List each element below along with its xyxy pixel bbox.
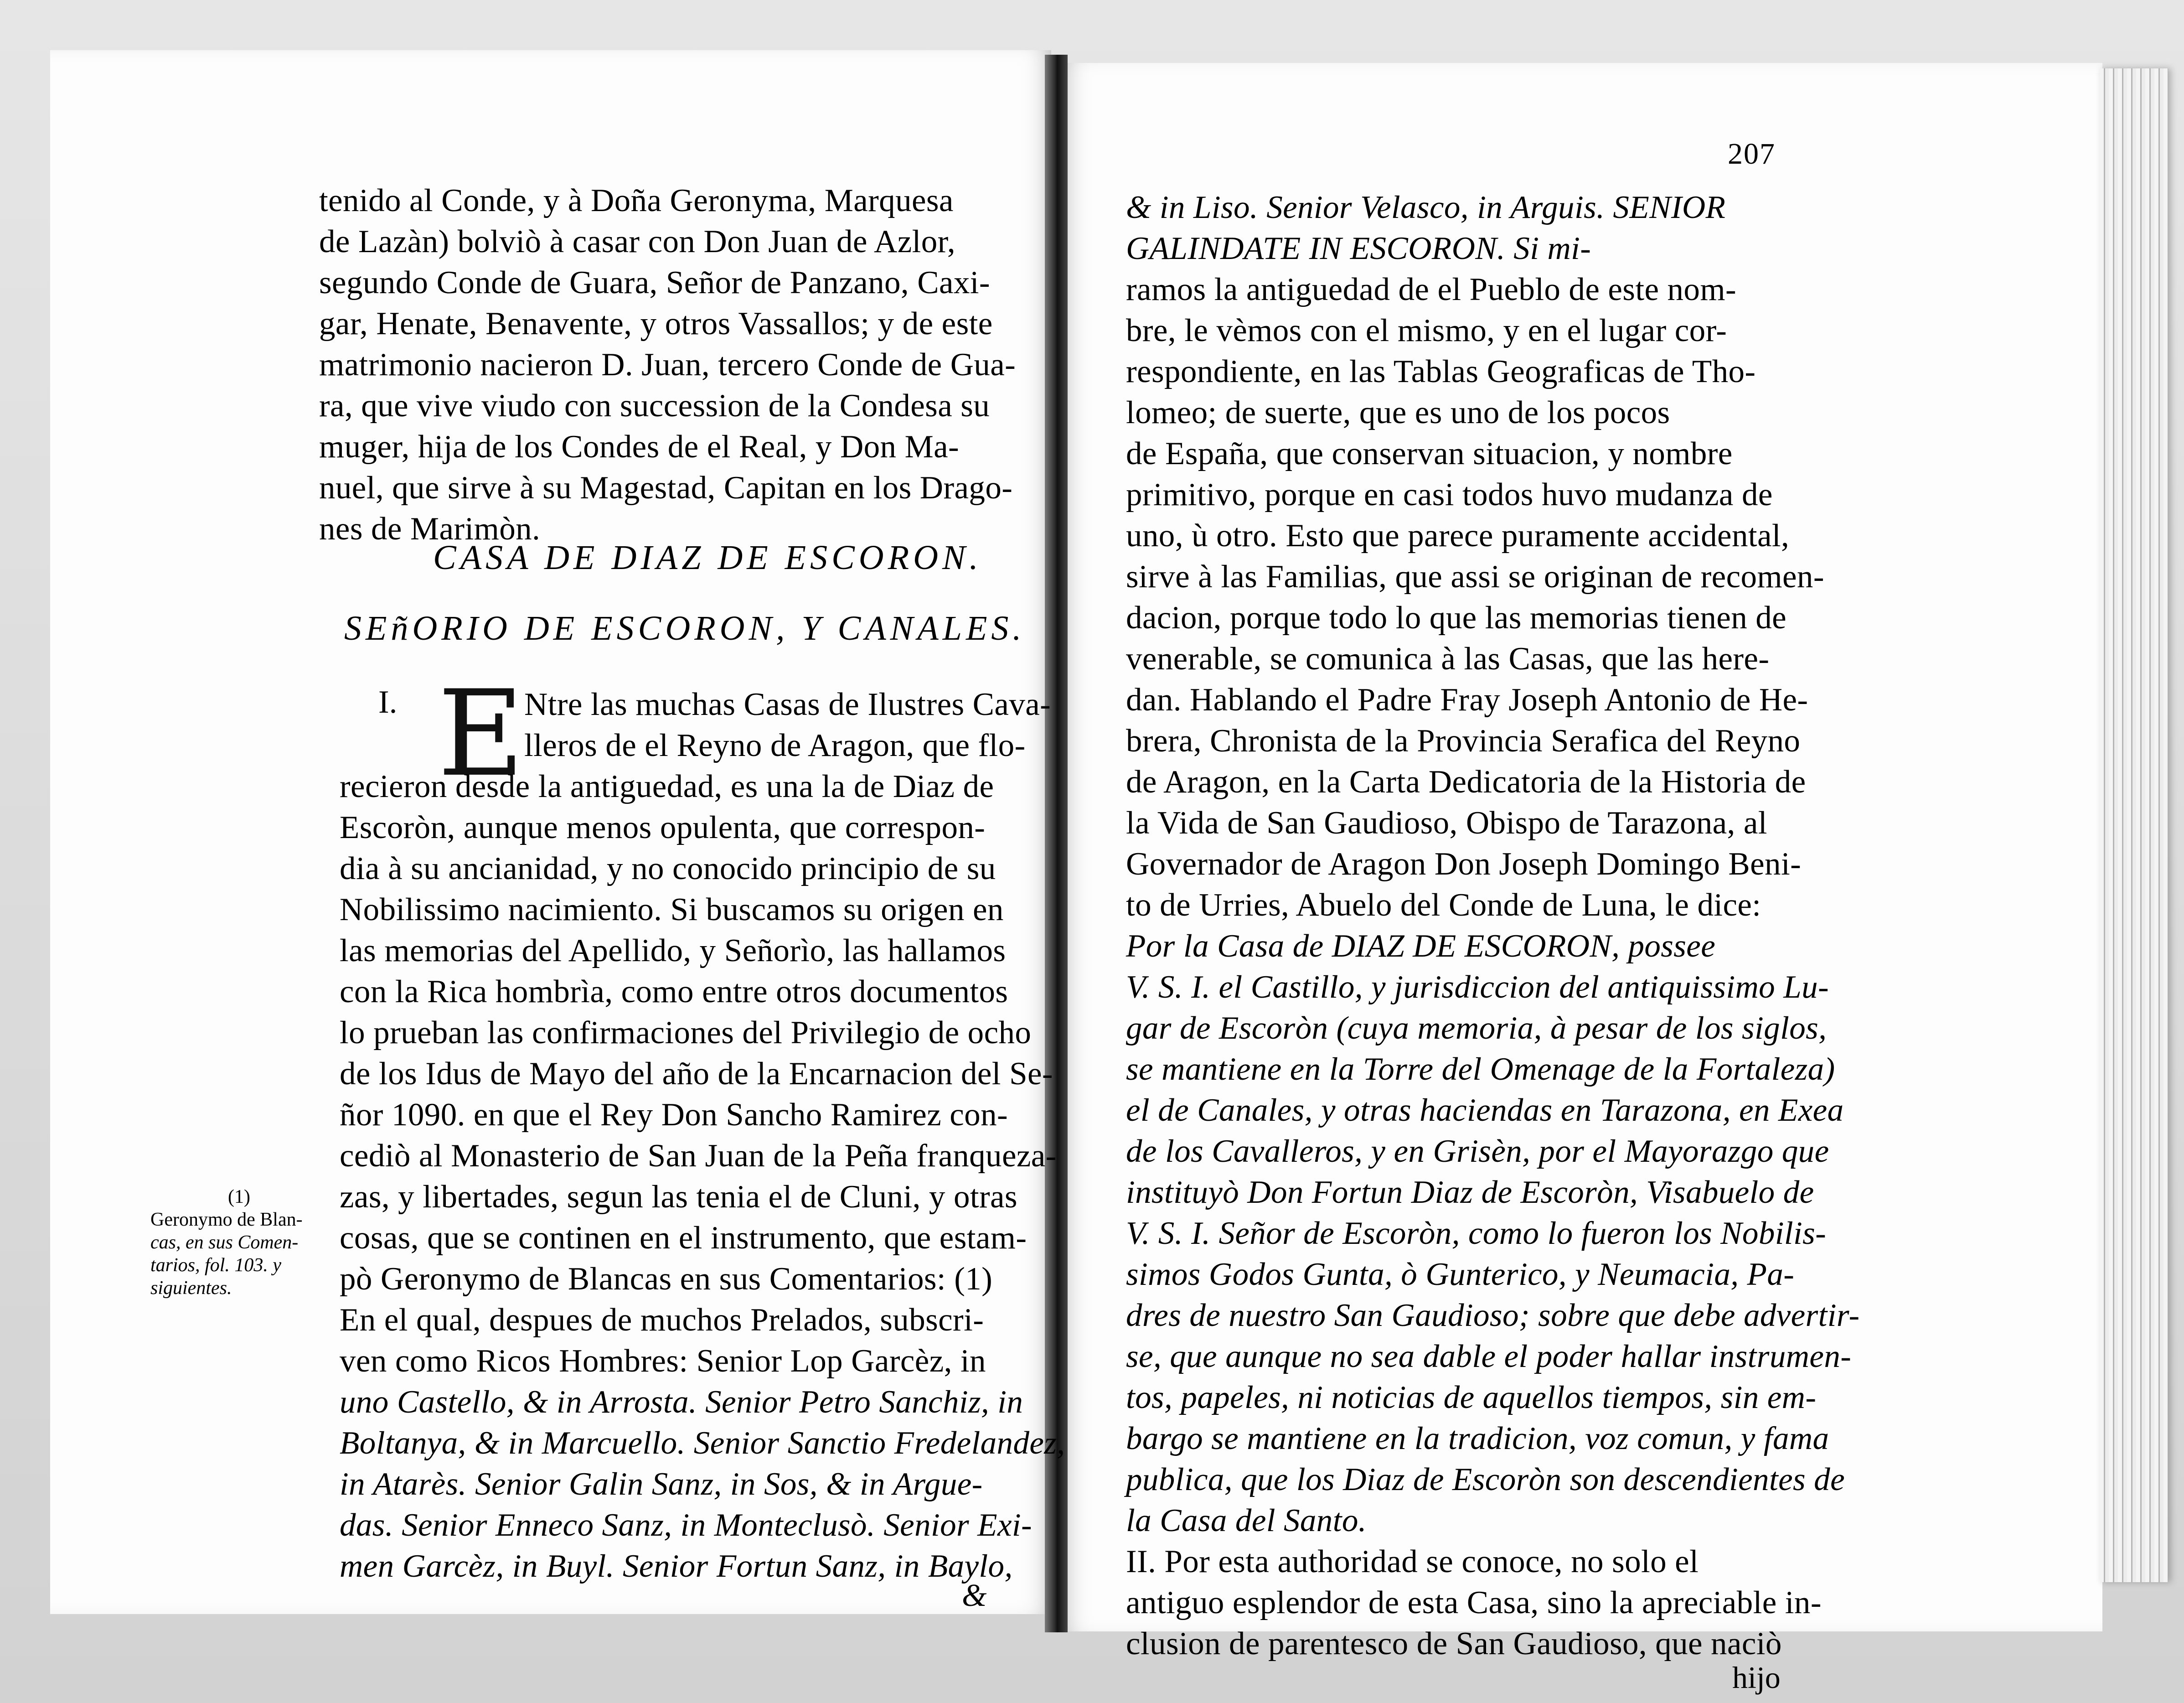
right-line-11: dacion, porque todo lo que las memorias tienen de bbox=[1126, 600, 1787, 636]
right-line-30: tos, papeles, ni noticias de aquellos tiempos, sin em- bbox=[1126, 1380, 1817, 1415]
book-gutter bbox=[1045, 55, 1068, 1632]
right-line-29: se, que aunque no sea dable el poder hallar instrumen- bbox=[1126, 1339, 1852, 1374]
paragraph-line-13: zas, y libertades, segun las tenia el de Cluni, y otras bbox=[340, 1179, 1017, 1215]
margin-note-line-4: siguientes. bbox=[150, 1278, 232, 1299]
paragraph-line-5: dia à su ancianidad, y no conocido principio de su bbox=[340, 851, 996, 886]
right-line-5: respondiente, en las Tablas Geograficas de Tho- bbox=[1126, 354, 1756, 389]
left-line-5: matrimonio nacieron D. Juan, tercero Conde de Gua- bbox=[319, 347, 1016, 383]
right-line-27: simos Godos Gunta, ò Gunterico, y Neumacia, Pa- bbox=[1126, 1257, 1795, 1292]
paragraph-line-11: ñor 1090. en que el Rey Don Sancho Ramirez con- bbox=[340, 1097, 1008, 1133]
paragraph-line-22: men Garcèz, in Buyl. Senior Fortun Sanz, in Baylo, bbox=[340, 1548, 1013, 1584]
right-line-1: & in Liso. Senior Velasco, in Arguis. SENIOR bbox=[1126, 190, 1726, 225]
right-line-18: to de Urries, Abuelo del Conde de Luna, le dice: bbox=[1126, 887, 1761, 923]
paragraph-line-21: das. Senior Enneco Sanz, in Monteclusò. Senior Exi- bbox=[340, 1507, 1033, 1543]
right-line-7: de España, que conservan situacion, y nombre bbox=[1126, 436, 1733, 471]
paragraph-line-19: Boltanya, & in Marcuello. Senior Sanctio Fredelandez, bbox=[340, 1425, 1065, 1461]
left-line-3: segundo Conde de Guara, Señor de Panzano, Caxi- bbox=[319, 265, 990, 300]
left-line-1: tenido al Conde, y à Doña Geronyma, Marquesa bbox=[319, 183, 954, 218]
right-line-4: bre, le vèmos con el mismo, y en el lugar cor- bbox=[1126, 313, 1727, 348]
right-line-6: lomeo; de suerte, que es uno de los pocos bbox=[1126, 395, 1670, 430]
margin-note-line-1: Geronymo de Blan- bbox=[150, 1209, 303, 1230]
margin-note-line-3: tarios, fol. 103. y bbox=[150, 1255, 282, 1276]
page-edges bbox=[2100, 68, 2168, 1582]
right-line-12: venerable, se comunica à las Casas, que las here- bbox=[1126, 641, 1770, 677]
right-line-10: sirve à las Familias, que assi se originan de recomen- bbox=[1126, 559, 1824, 595]
catch-ornament: & bbox=[962, 1578, 987, 1613]
paragraph-line-18: uno Castello, & in Arrosta. Senior Petro Sanchiz, in bbox=[340, 1384, 1023, 1420]
page-number: 207 bbox=[1728, 137, 1776, 171]
paragraph-line-10: de los Idus de Mayo del año de la Encarnacion del Se- bbox=[340, 1056, 1053, 1092]
paragraph-line-17: ven como Ricos Hombres: Senior Lop Garcèz, in bbox=[340, 1343, 986, 1379]
left-line-8: nuel, que sirve à su Magestad, Capitan en los Drago- bbox=[319, 470, 1013, 506]
right-line-2: GALINDATE IN ESCORON. Si mi- bbox=[1126, 231, 1591, 266]
right-line-25: instituyò Don Fortun Diaz de Escoròn, Visabuelo de bbox=[1126, 1175, 1814, 1210]
catchword: hijo bbox=[1732, 1660, 1781, 1695]
paragraph-line-2: lleros de el Reyno de Aragon, que flo- bbox=[524, 728, 1026, 763]
right-line-13: dan. Hablando el Padre Fray Joseph Antonio de He- bbox=[1126, 682, 1808, 718]
right-line-34: II. Por esta authoridad se conoce, no solo el bbox=[1126, 1544, 1699, 1579]
right-line-9: uno, ù otro. Esto que parece puramente accidental, bbox=[1126, 518, 1790, 554]
paragraph-line-15: pò Geronymo de Blancas en sus Comentarios: (1) bbox=[340, 1261, 993, 1297]
right-line-3: ramos la antiguedad de el Pueblo de este nom- bbox=[1126, 272, 1736, 307]
paragraph-line-8: con la Rica hombrìa, como entre otros documentos bbox=[340, 974, 1008, 1009]
paragraph-line-9: lo prueban las confirmaciones del Privilegio de ocho bbox=[340, 1015, 1032, 1051]
left-line-7: muger, hija de los Condes de el Real, y Don Ma- bbox=[319, 429, 960, 465]
right-line-22: se mantiene en la Torre del Omenage de la Fortaleza) bbox=[1126, 1051, 1835, 1087]
right-line-24: de los Cavalleros, y en Grisèn, por el Mayorazgo que bbox=[1126, 1134, 1829, 1169]
right-line-33: la Casa del Santo. bbox=[1126, 1503, 1367, 1538]
right-line-26: V. S. I. Señor de Escoròn, como lo fueron los Nobilis- bbox=[1126, 1216, 1827, 1251]
left-line-4: gar, Henate, Benavente, y otros Vassallos; y de este bbox=[319, 306, 993, 342]
paragraph-line-16: En el qual, despues de muchos Prelados, subscri- bbox=[340, 1302, 984, 1338]
left-line-6: ra, que vive viudo con succession de la Condesa su bbox=[319, 388, 990, 424]
paragraph-line-1: Ntre las muchas Casas de Ilustres Cava- bbox=[524, 687, 1051, 722]
right-line-21: gar de Escoròn (cuya memoria, à pesar de los siglos, bbox=[1126, 1010, 1827, 1046]
heading-house: CASA DE DIAZ DE ESCORON. bbox=[433, 538, 982, 577]
drop-cap: E bbox=[438, 665, 524, 803]
paragraph-line-20: in Atarès. Senior Galin Sanz, in Sos, & in Argue- bbox=[340, 1466, 983, 1502]
left-line-9: nes de Marimòn. bbox=[319, 511, 541, 547]
paragraph-line-4: Escoròn, aunque menos opulenta, que correspon- bbox=[340, 810, 986, 845]
right-line-32: publica, que los Diaz de Escoròn son descendientes de bbox=[1126, 1462, 1845, 1497]
right-line-17: Governador de Aragon Don Joseph Domingo Beni- bbox=[1126, 846, 1802, 882]
right-line-15: de Aragon, en la Carta Dedicatoria de la Historia de bbox=[1126, 764, 1806, 800]
right-line-36: clusion de parentesco de San Gaudioso, que naciò bbox=[1126, 1626, 1782, 1662]
right-line-35: antiguo esplendor de esta Casa, sino la apreciable in- bbox=[1126, 1585, 1822, 1620]
section-number: I. bbox=[378, 684, 398, 720]
margin-note-number: (1) bbox=[228, 1186, 250, 1207]
paragraph-line-6: Nobilissimo nacimiento. Si buscamos su origen en bbox=[340, 892, 1004, 927]
paragraph-line-12: cediò al Monasterio de San Juan de la Peña franqueza- bbox=[340, 1138, 1057, 1174]
paragraph-line-14: cosas, que se continen en el instrumento, que estam- bbox=[340, 1220, 1027, 1256]
right-line-19: Por la Casa de DIAZ DE ESCORON, possee bbox=[1126, 928, 1716, 964]
heading-lordship: SEñORIO DE ESCORON, Y CANALES. bbox=[344, 609, 1026, 647]
paragraph-line-7: las memorias del Apellido, y Señorìo, las hallamos bbox=[340, 933, 1006, 968]
right-line-8: primitivo, porque en casi todos huvo mudanza de bbox=[1126, 477, 1773, 512]
paragraph-line-3: recieron desde la antiguedad, es una la de Diaz de bbox=[340, 769, 994, 804]
right-line-14: brera, Chronista de la Provincia Serafica del Reyno bbox=[1126, 723, 1801, 759]
right-line-20: V. S. I. el Castillo, y jurisdiccion del antiquissimo Lu- bbox=[1126, 969, 1829, 1005]
right-line-28: dres de nuestro San Gaudioso; sobre que debe advertir- bbox=[1126, 1298, 1860, 1333]
left-line-2: de Lazàn) bolviò à casar con Don Juan de Azlor, bbox=[319, 224, 955, 259]
right-line-16: la Vida de San Gaudioso, Obispo de Tarazona, al bbox=[1126, 805, 1767, 841]
right-line-23: el de Canales, y otras haciendas en Tarazona, en Exea bbox=[1126, 1092, 1844, 1128]
right-line-31: bargo se mantiene en la tradicion, voz comun, y fama bbox=[1126, 1421, 1829, 1456]
margin-note-line-2: cas, en sus Comen- bbox=[150, 1232, 299, 1253]
